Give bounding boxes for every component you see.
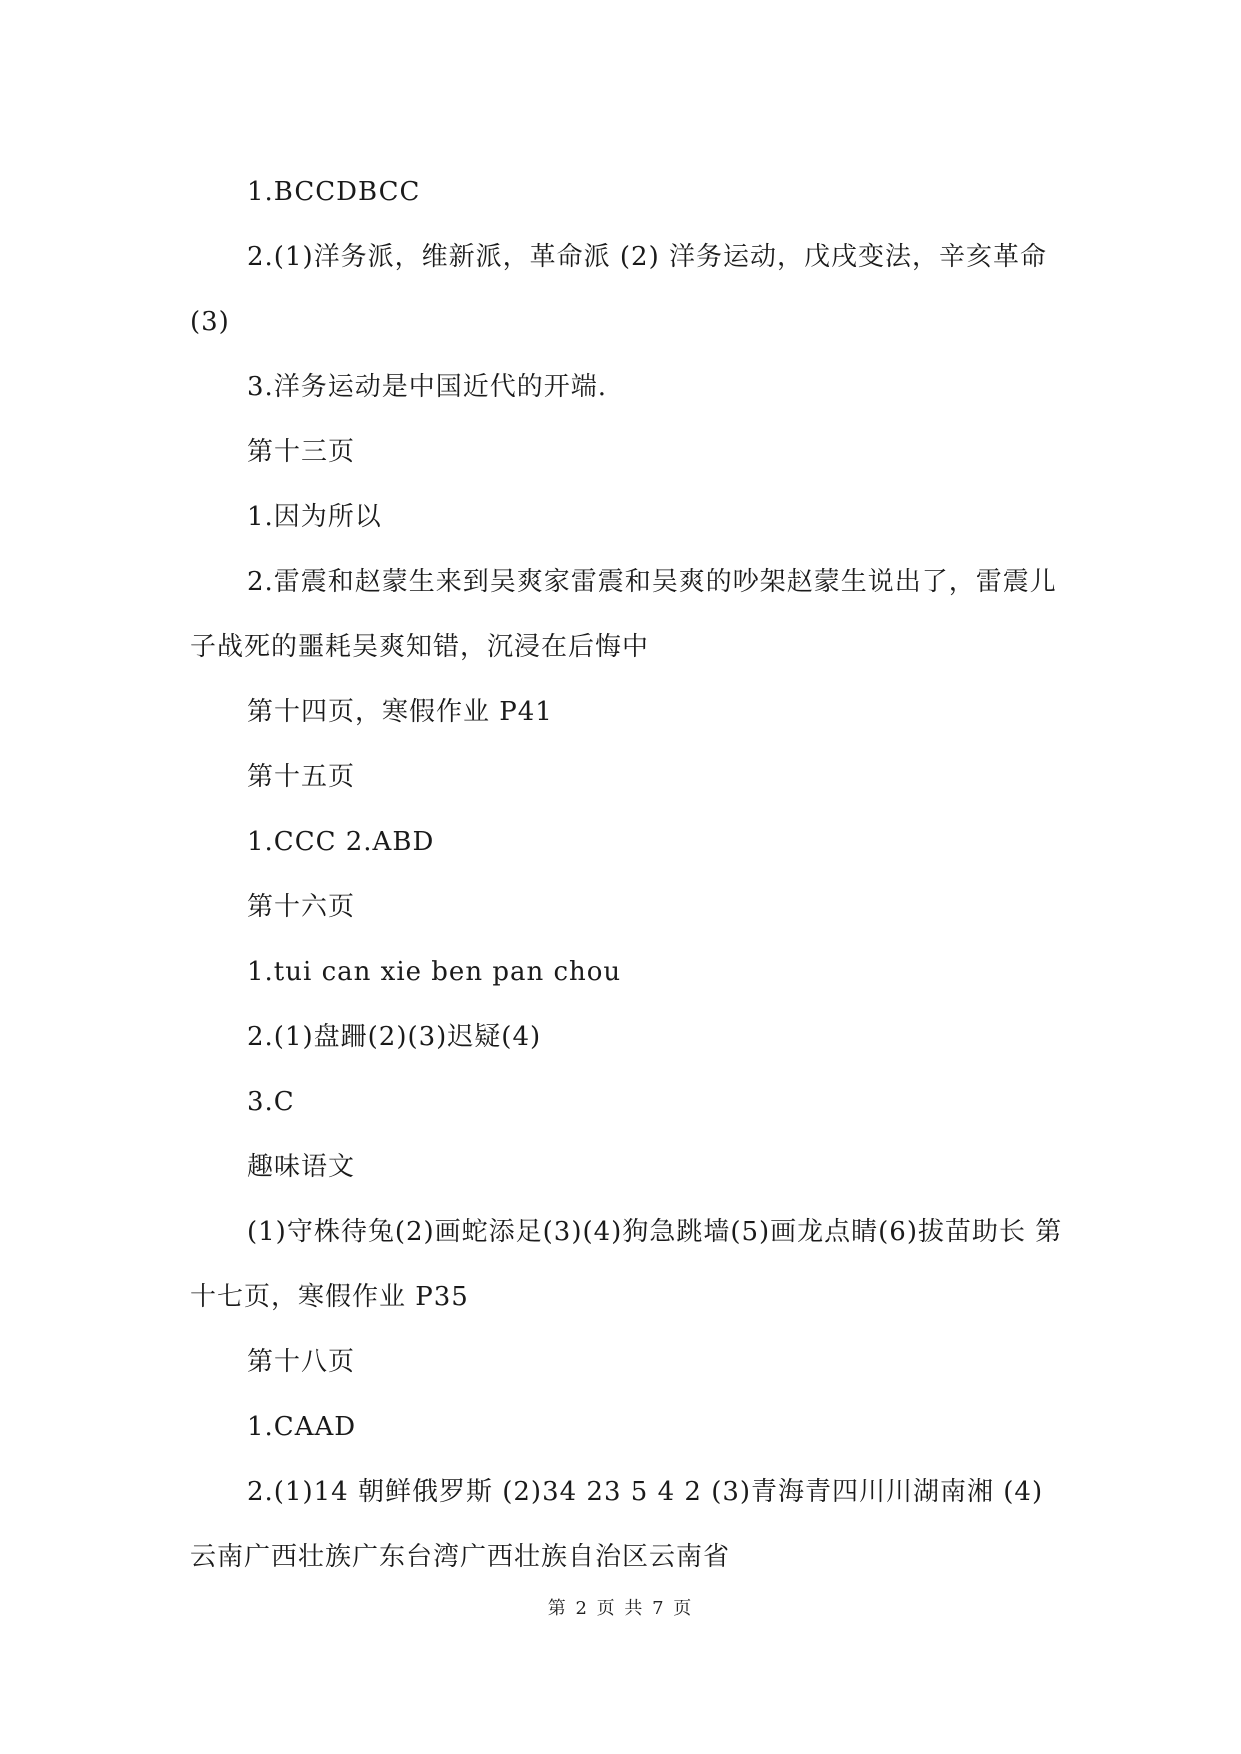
document-body	[190, 160, 1070, 1590]
answer-paragraph: 1.tui can xie ben pan chou	[247, 957, 622, 987]
answer-paragraph: 1.因为所以	[247, 502, 382, 532]
page-number-footer: 第 2 页 共 7 页	[547, 1598, 694, 1619]
answer-paragraph: 3.C	[247, 1087, 295, 1117]
section-heading: 第十五页	[247, 762, 356, 792]
section-heading: 第十四页，寒假作业 P41	[247, 697, 553, 727]
answer-paragraph: 2.(1)盘跚(2)(3)迟疑(4)	[247, 1022, 542, 1052]
section-heading: 第十八页	[247, 1347, 356, 1377]
section-heading: 第十六页	[247, 892, 356, 922]
answer-paragraph: 1.BCCDBCC	[247, 177, 421, 207]
answer-paragraph: 2.(1)洋务派，维新派，革命派 (2) 洋务运动，戊戌变法，辛亥革命 (3)	[190, 242, 1057, 337]
answer-paragraph: 1.CAAD	[247, 1412, 357, 1442]
answer-paragraph: (1)守株待兔(2)画蛇添足(3)(4)狗急跳墙(5)画龙点睛(6)拔苗助长 第十七页，寒假作业 P35	[190, 1217, 1063, 1312]
answer-paragraph: 2.雷震和赵蒙生来到吴爽家雷震和吴爽的吵架赵蒙生说出了，雷震儿子战死的噩耗吴爽知错，沉浸在后悔中	[190, 567, 1057, 662]
section-heading: 第十三页	[247, 437, 356, 467]
answer-paragraph: 1.CCC 2.ABD	[247, 827, 435, 857]
answer-paragraph: 2.(1)14 朝鲜俄罗斯 (2)34 23 5 4 2 (3)青海青四川川湖南湘 (4)云南广西壮族广东台湾广西壮族自治区云南省	[190, 1477, 1044, 1572]
section-heading: 趣味语文	[247, 1152, 356, 1182]
answer-paragraph: 3.洋务运动是中国近代的开端.	[247, 372, 608, 402]
